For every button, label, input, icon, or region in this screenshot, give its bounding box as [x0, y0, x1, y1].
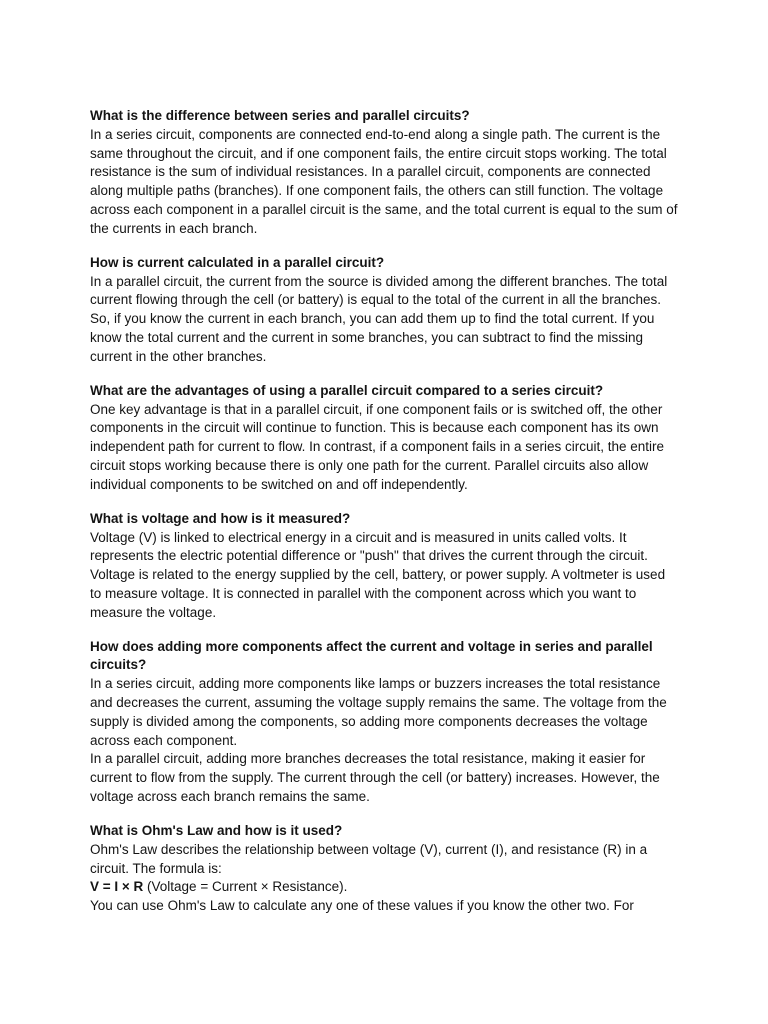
answer-paragraph: In a series circuit, components are connected end-to-end along a single path. The current is the same throughout the circuit, and if one component fails, the entire circuit stops working. The total resistance is the sum of individual resistances. In a parallel circuit, components are connected along multiple paths (branches). If one component fails, the others can still function. The voltage across each component in a parallel circuit is the same, and the total current is equal to the sum of the currents in each branch. — [90, 126, 678, 236]
answer-paragraph: One key advantage is that in a parallel circuit, if one component fails or is switched off, the other components in the circuit will continue to function. This is because each component has its own independent path for current to flow. In contrast, if a component fails in a series circuit, the entire circuit stops working because there is only one path for the current. Parallel circuits also allow individual components to be switched on and off independently. — [90, 401, 665, 492]
faq-section-voltage — [90, 510, 680, 623]
question-heading: What are the advantages of using a parallel circuit compared to a series circuit? — [90, 382, 604, 398]
faq-section-series-vs-parallel — [90, 107, 680, 239]
question-heading: What is voltage and how is it measured? — [90, 510, 351, 526]
question-heading: How is current calculated in a parallel circuit? — [90, 254, 385, 270]
faq-section-adding-components — [90, 638, 680, 807]
formula-explanation: (Voltage = Current × Resistance). — [143, 879, 348, 895]
question-heading: What is the difference between series and parallel circuits? — [90, 108, 470, 123]
question-heading: How does adding more components affect the current and voltage in series and parallel circuits? — [90, 638, 653, 673]
answer-paragraph: You can use Ohm's Law to calculate any one of these values if you know the other two. For — [90, 898, 634, 914]
document-page — [90, 107, 680, 931]
answer-paragraph: In a series circuit, adding more components like lamps or buzzers increases the total resistance and decreases the current, assuming the voltage supply remains the same. The voltage from the supply is divided among the components, so adding more components decreases the voltage across each component. — [90, 676, 667, 748]
question-heading: What is Ohm's Law and how is it used? — [90, 823, 343, 839]
faq-section-parallel-advantages — [90, 382, 680, 495]
formula-line — [90, 878, 680, 897]
formula: V = I × R — [90, 879, 144, 895]
faq-section-ohms-law — [90, 822, 680, 916]
answer-paragraph: Ohm's Law describes the relationship between voltage (V), current (I), and resistance (R) in a circuit. The formula is: — [90, 841, 648, 876]
answer-paragraph: In a parallel circuit, adding more branches decreases the total resistance, making it easier for current to flow from the supply. The current through the cell (or battery) increases. However, the voltage across each branch remains the same. — [90, 751, 660, 805]
faq-section-parallel-current — [90, 254, 680, 367]
answer-paragraph: In a parallel circuit, the current from the source is divided among the different branches. The total current flowing through the cell (or battery) is equal to the total of the current in all the branches. So, if you know the current in each branch, you can add them up to find the total current. If you know the total current and the current in some branches, you can subtract to find the missing current in the other branches. — [90, 273, 668, 364]
answer-paragraph: Voltage (V) is linked to electrical energy in a circuit and is measured in units called volts. It represents the electric potential difference or "push" that drives the current through the circuit. Voltage is related to the energy supplied by the cell, battery, or power supply. A voltmeter is used to measure voltage. It is connected in parallel with the component across which you want to measure the voltage. — [90, 529, 666, 620]
